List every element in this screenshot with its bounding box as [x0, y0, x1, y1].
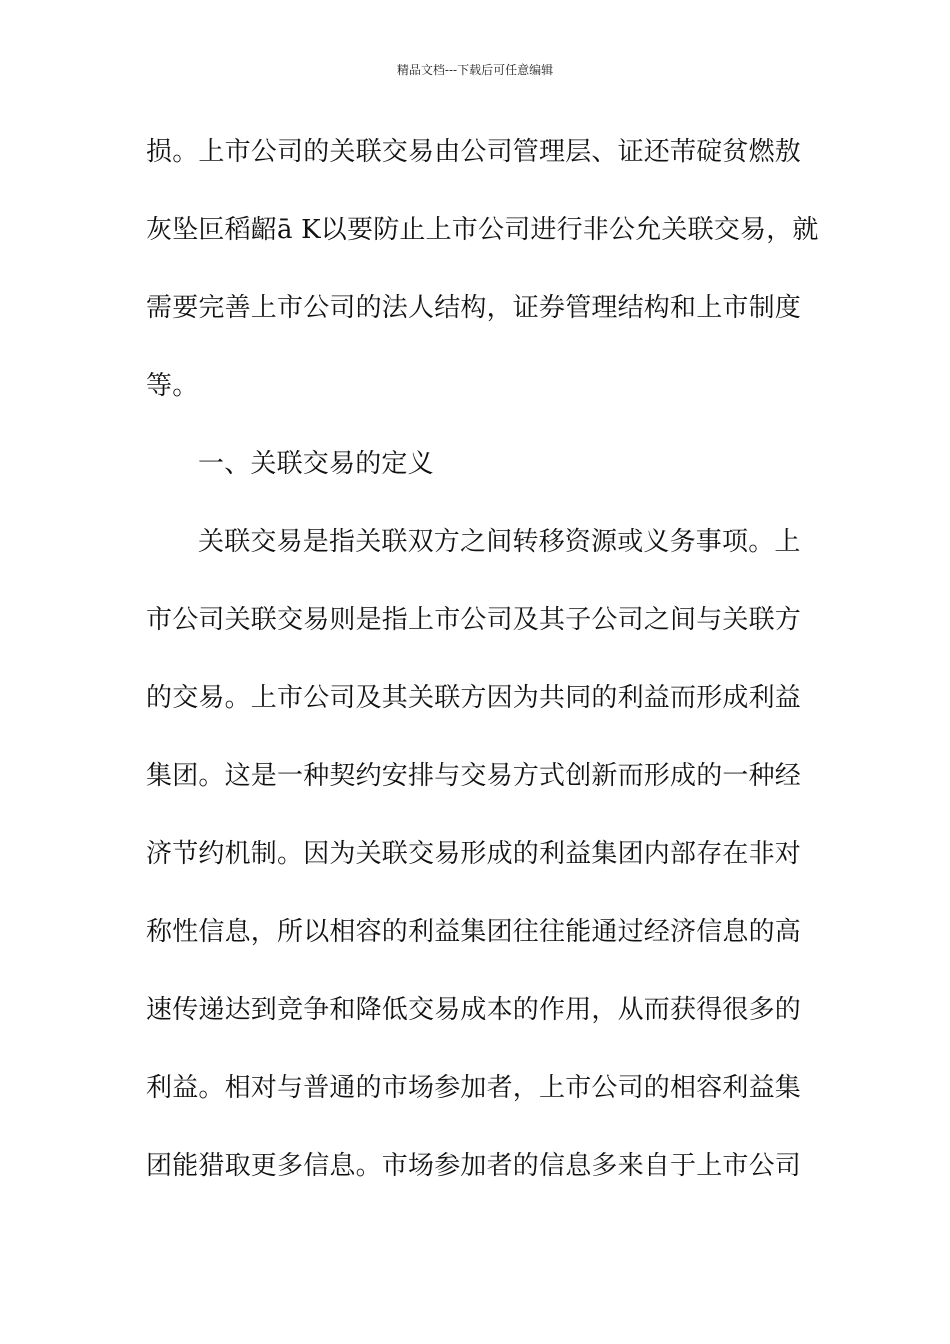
text-line: 等。	[146, 371, 199, 401]
paragraph-definition	[146, 520, 806, 1222]
text-line: 的交易。上市公司及其关联方因为共同的利益而形成利益	[146, 683, 802, 713]
text-line: 速传递达到竞争和降低交易成本的作用，从而获得很多的	[146, 995, 802, 1025]
text-line: 市公司关联交易则是指上市公司及其子公司之间与关联方	[146, 605, 802, 635]
page-header: 精品文档---下载后可任意编辑	[396, 63, 554, 77]
text-line: 损。上市公司的关联交易由公司管理层、证还芾碇贫燃敖	[146, 137, 802, 167]
text-line: 称性信息，所以相容的利益集团往往能通过经济信息的高	[146, 917, 802, 947]
document-body	[146, 130, 819, 1222]
text-line: 需要完善上市公司的法人结构，证券管理结构和上市制度	[146, 293, 802, 323]
text-line: 集团。这是一种契约安排与交易方式创新而形成的一种经	[146, 761, 802, 791]
section-heading: 一、关联交易的定义	[198, 449, 434, 479]
text-line: 团能猎取更多信息。市场参加者的信息多来自于上市公司	[146, 1151, 802, 1181]
text-line: 利益。相对与普通的市场参加者，上市公司的相容利益集	[146, 1073, 802, 1103]
paragraph-continuation	[146, 130, 819, 442]
text-line: 关联交易是指关联双方之间转移资源或义务事项。上	[198, 527, 801, 557]
text-line: 济节约机制。因为关联交易形成的利益集团内部存在非对	[146, 839, 802, 869]
text-line: 灰坠叵稻齠ā K以要防止上市公司进行非公允关联交易，就	[146, 215, 819, 245]
